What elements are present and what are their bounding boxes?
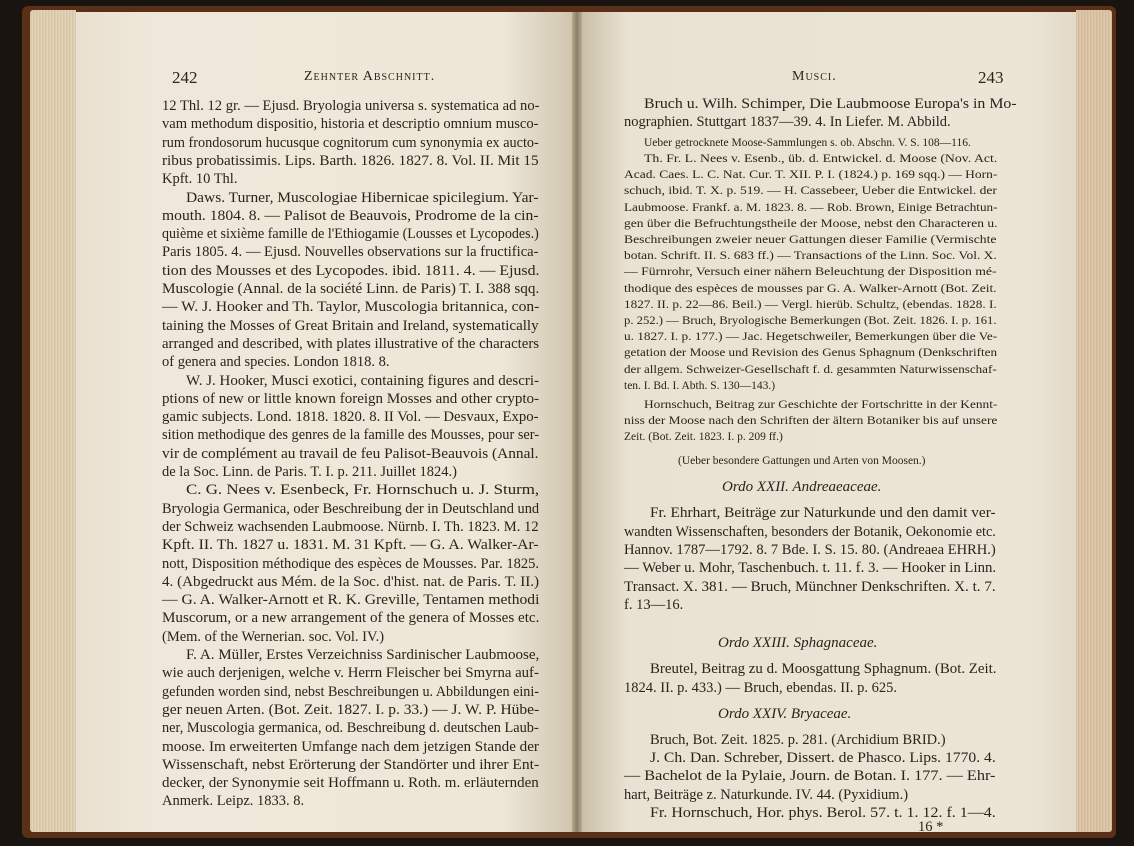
right-text-line: hart, Beiträge z. Naturkunde. IV. 44. (Pyxidium.)	[624, 786, 909, 803]
left-text-line: gamic subjects. Lond. 1818. 1820. 8. II Vol. — Desvaux, Expo-	[162, 409, 539, 426]
left-text-line: ribus probatissimis. Lips. Barth. 1826. 1827. 8. Vol. II. Mit 15	[162, 152, 539, 169]
left-text-line: nott, Disposition méthodique des espèces de Mousses. Par. 1825.	[162, 555, 539, 572]
right-small-line: thodique des espèces de mousses par G. A. Walker-Arnott (Bot. Zeit.	[624, 282, 997, 295]
left-running-head: Zehnter Abschnitt.	[304, 69, 436, 84]
right-small-line: Beschreibungen zweier neuer Gattungen dieser Familie (Vermischte	[624, 234, 997, 246]
left-text-line: Kpft. II. Th. 1827 u. 1831. M. 31 Kpft. — G. A. Walker-Ar-	[162, 537, 539, 554]
book-gutter	[572, 12, 582, 832]
left-text-line: (Mem. of the Wernerian. soc. Vol. IV.)	[162, 628, 385, 645]
right-small-line: Zeit. (Bot. Zeit. 1823. I. p. 209 ff.)	[624, 431, 783, 444]
left-text-line: arranged and described, with plates illustrative of the characters	[162, 335, 539, 352]
left-text-line: ner, Muscologia germanica, od. Beschreibung d. deutschen Laub-	[162, 720, 539, 737]
left-text-line: vir de complément au travail de feu Palisot-Beauvois (Annal.	[162, 445, 539, 462]
left-text-line: C. G. Nees v. Esenbeck, Fr. Hornschuch u. J. Sturm,	[186, 482, 540, 499]
right-small-line: gen über die Befruchtungstheile der Moose, nebst den Characteren u.	[624, 217, 998, 230]
left-text-line: 12 Thl. 12 gr. — Ejusd. Bryologia universa s. systematica ad no-	[162, 98, 540, 114]
right-small-line: Th. Fr. L. Nees v. Esenb., üb. d. Entwickel. d. Moose (Nov. Act.	[644, 153, 998, 165]
left-text-line: Bryologia Germanica, oder Beschreibung der in Deutschland und	[162, 500, 540, 517]
right-text-line: Bruch, Bot. Zeit. 1825. p. 281. (Archidium BRID.)	[650, 731, 946, 748]
right-text-line: — Weber u. Mohr, Taschenbuch. t. 11. f. 3. — Hooker in Linn.	[624, 560, 997, 577]
right-small-line: botan. Schrift. II. S. 683 ff.) — Transactions of the Linn. Soc. Vol. X.	[624, 250, 997, 263]
right-text-line: Bruch u. Wilh. Schimper, Die Laubmoose Europa's in Mo-	[644, 96, 1017, 112]
signature-mark: 16 *	[918, 819, 944, 836]
right-text-line: Breutel, Beitrag zu d. Moosgattung Sphagnum. (Bot. Zeit.	[650, 661, 997, 678]
ordo-heading: Ordo XXIII. Sphagnaceae.	[718, 635, 878, 652]
left-text-line: Daws. Turner, Muscologiae Hibernicae spicilegium. Yar-	[186, 189, 539, 206]
right-text-line: 1824. II. p. 433.) — Bruch, ebendas. II. p. 625.	[624, 679, 898, 696]
left-text-line: Kpft. 10 Thl.	[162, 171, 238, 188]
right-small-line: u. 1827. I. p. 177.) — Jac. Hegetschweiler, Bemerkungen über die Ve-	[624, 331, 998, 344]
left-text-line: 4. (Abgedruckt aus Mém. de la Soc. d'hist. nat. de Paris. T. II.)	[162, 573, 540, 590]
right-text-line: — Bachelot de la Pylaie, Journ. de Botan. I. 177. — Ehr-	[624, 768, 996, 785]
right-small-line: p. 252.) — Bruch, Bryologische Bemerkungen (Bot. Zeit. 1826. I. p. 161.	[624, 315, 997, 327]
ordo-heading: Ordo XXIV. Bryaceae.	[718, 705, 852, 722]
right-text-line: Hannov. 1787—1792. 8. 7 Bde. I. S. 15. 80. (Andreaea EHRH.)	[624, 542, 996, 558]
right-small-line: Laubmoose. Frankf. a. M. 1823. 8. — Rob. Brown, Einige Betrachtun-	[624, 201, 998, 214]
left-text-line: sition methodique des genres de la famille des Mousses, pour ser-	[162, 427, 540, 444]
left-page-text	[76, 12, 576, 832]
right-small-line: 1827. II. p. 22—86. Beil.) — Vergl. hierüb. Schultz, (ebendas. 1828. I.	[624, 298, 997, 311]
left-text-line: Paris 1805. 4. — Ejusd. Nouvelles observations sur la fructifica-	[162, 244, 539, 261]
right-small-line: niss der Moose nach den Schriften der ältern Botaniker bis auf unsere	[624, 415, 998, 427]
right-small-line: Acad. Caes. L. C. Nat. Cur. T. XII. P. I. (1824.) p. 169 sqq.) — Horn-	[624, 169, 998, 182]
right-small-line: Ueber getrocknete Moose-Sammlungen s. ob. Abschn. V. S. 108—116.	[644, 136, 971, 149]
right-small-line: — Fürnrohr, Versuch einer nähern Beleuchtung der Disposition mé-	[624, 266, 997, 279]
right-small-line: getation der Moose und Revision des Genus Sphagnum (Denkschriften	[624, 347, 998, 360]
right-page-edges	[1076, 10, 1112, 832]
right-running-head: Musci.	[792, 69, 837, 84]
right-page-number: 243	[978, 68, 1004, 87]
left-page-edges	[30, 10, 76, 832]
left-text-line: mouth. 1804. 8. — Palisot de Beauvois, Prodrome de la cin-	[162, 207, 539, 224]
right-text-line: J. Ch. Dan. Schreber, Dissert. de Phasco. Lips. 1770. 4.	[650, 750, 996, 767]
right-page-text	[578, 12, 1076, 836]
left-text-line: vam methodum dispositio, historia et descriptio omnium musco-	[162, 116, 539, 133]
left-text-line: rum frondosorum hucusque cognitorum cum synonymia ex aucto-	[162, 134, 539, 151]
left-text-line: quième et sixième famille de l'Ethiogamie (Lousses et Lycopodes.)	[162, 226, 539, 243]
left-text-line: F. A. Müller, Erstes Verzeichniss Sardinischer Laubmoose,	[186, 647, 540, 663]
left-text-line: tion des Mousses et des Lycopodes. ibid. 1811. 4. — Ejusd.	[162, 262, 540, 279]
left-text-line: — G. A. Walker-Arnott et R. K. Greville, Tentamen methodi	[162, 592, 540, 609]
right-small-line: Hornschuch, Beitrag zur Geschichte der Fortschritte in der Kennt-	[644, 398, 998, 411]
left-text-line: wie auch derjenigen, welche v. Herrn Fleischer bei Smyrna auf-	[162, 665, 539, 682]
left-text-line: — W. J. Hooker and Th. Taylor, Muscologia britannica, con-	[162, 299, 540, 316]
right-text-line: f. 13—16.	[624, 596, 684, 613]
left-text-line: W. J. Hooker, Musci exotici, containing figures and descri-	[186, 372, 539, 389]
right-text-line: Fr. Hornschuch, Hor. phys. Berol. 57. t. 1. 12. f. 1—4.	[650, 805, 996, 821]
right-text-line: Transact. X. 381. — Bruch, Münchner Denkschriften. X. t. 7.	[624, 578, 996, 595]
section-note: (Ueber besondere Gattungen und Arten von Moosen.)	[678, 455, 926, 468]
left-text-line: taining the Mosses of Great Britain and Ireland, systematically	[162, 317, 539, 334]
left-text-line: of genera and species. London 1818. 8.	[162, 354, 390, 371]
right-text-line: wandten Wissenschaften, besonders der Botanik, Oekonomie etc.	[624, 523, 996, 540]
left-text-line: Muscorum, or a new arrangement of the genera of Mosses etc.	[162, 610, 540, 627]
left-text-line: moose. Im erweiterten Umfange nach dem jetzigen Stande der	[162, 738, 539, 755]
left-page-number: 242	[172, 68, 198, 87]
left-page	[76, 12, 576, 832]
ordo-heading: Ordo XXII. Andreaeaceae.	[722, 479, 882, 496]
right-text-line: nographien. Stuttgart 1837—39. 4. In Liefer. M. Abbild.	[624, 114, 951, 131]
left-text-line: Anmerk. Leipz. 1833. 8.	[162, 793, 305, 810]
left-text-line: ptions of new or little known foreign Mosses and other crypto-	[162, 390, 540, 407]
right-small-line: schuch, ibid. T. X. p. 519. — H. Cassebeer, Ueber die Entwickel. der	[624, 185, 997, 198]
left-text-line: der Schweiz wachsenden Laubmoose. Nürnb. I. Th. 1823. M. 12	[162, 518, 539, 535]
left-text-line: ger neuen Arten. (Bot. Zeit. 1827. I. p. 33.) — J. W. P. Hübe-	[162, 701, 540, 718]
left-text-line: de la Soc. Linn. de Paris. T. I. p. 211. Juillet 1824.)	[162, 464, 457, 480]
left-text-line: decker, der Synonymie seit Hoffmann u. Roth. m. erläuternden	[162, 775, 539, 792]
left-text-line: gefunden worden sind, nebst Beschreibungen u. Abbildungen eini-	[162, 683, 539, 700]
left-text-line: Muscologie (Annal. de la société Linn. de Paris) T. I. 388 sqq.	[162, 281, 540, 297]
right-page	[578, 12, 1076, 836]
right-small-line: ten. I. Bd. I. Abth. S. 130—143.)	[624, 379, 776, 392]
right-text-line: Fr. Ehrhart, Beiträge zur Naturkunde und den damit ver-	[650, 505, 996, 522]
right-small-line: der allgem. Schweizer-Gesellschaft f. d. gesammten Naturwissenschaf-	[624, 363, 997, 376]
left-text-line: Wissenschaft, nebst Erörterung der Standörter und ihrer Ent-	[162, 756, 540, 773]
